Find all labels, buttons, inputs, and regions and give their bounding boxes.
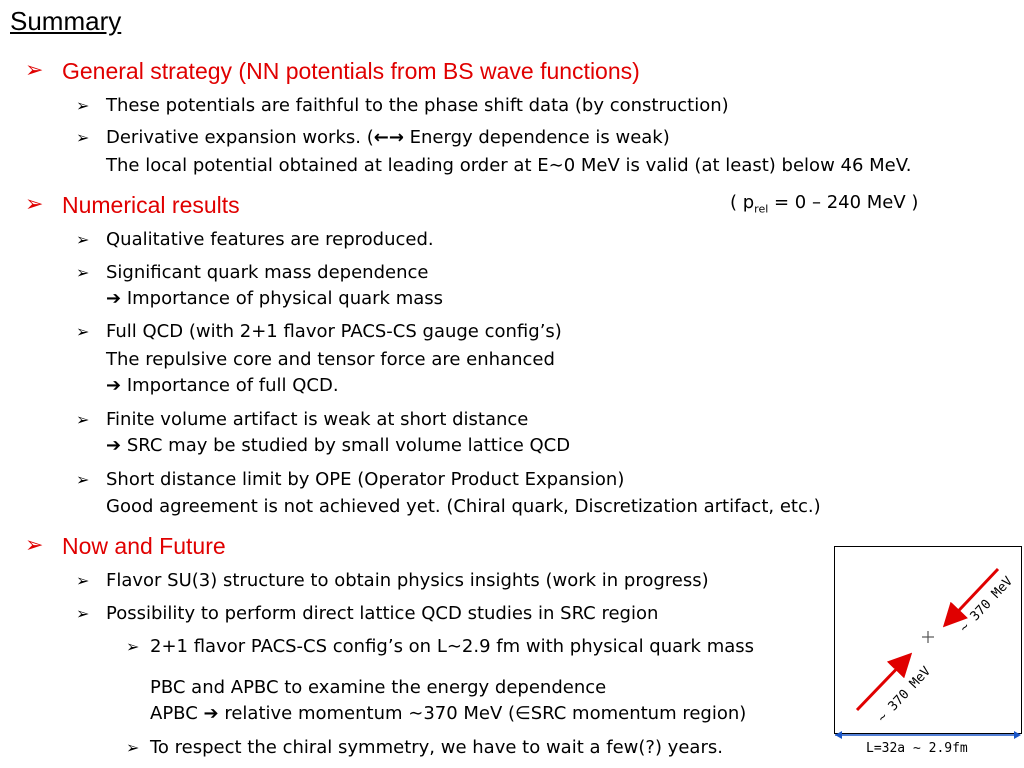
scale-arrowhead-right	[1014, 731, 1021, 739]
bullet-icon: ➢	[76, 410, 90, 429]
bullet-icon: ➢	[76, 322, 90, 341]
bullet-icon: ➢	[76, 263, 90, 282]
page-title: Summary	[10, 6, 122, 36]
lattice-box-svg	[835, 547, 1021, 733]
prel-prefix: ( p	[730, 192, 755, 213]
lattice-box-diagram	[834, 546, 1022, 734]
bullet-icon: ➢	[25, 58, 44, 83]
momentum-label-upper: ∼ 370 MeV	[956, 573, 1016, 636]
right-arrow-icon: ➔	[106, 435, 122, 456]
heading-numerical-results: Numerical results	[62, 192, 240, 218]
numerical-item-2b	[106, 288, 443, 309]
bullet-icon: ➢	[126, 738, 140, 757]
numerical-item-3c	[106, 375, 339, 396]
scale-arrowhead-left	[835, 731, 842, 739]
general-item-2-text: Derivative expansion works. (	[106, 127, 374, 148]
prel-subscript: rel	[754, 202, 769, 216]
heading-general-strategy: General strategy (NN potentials from BS wave functions)	[62, 58, 640, 84]
numerical-item-5b: Good agreement is not achieved yet. (Chiral quark, Discretization artifact, etc.)	[106, 496, 821, 517]
bullet-icon: ➢	[25, 533, 44, 558]
bullet-icon: ➢	[76, 96, 90, 115]
general-item-2	[106, 127, 670, 148]
future-subitem-1: 2+1 flavor PACS-CS config’s on L∼2.9 fm with physical quark mass	[150, 636, 755, 657]
bullet-icon: ➢	[126, 637, 140, 656]
bullet-icon: ➢	[76, 470, 90, 489]
momentum-range-note	[730, 192, 918, 216]
general-item-2-suffix: Energy dependence is weak)	[403, 127, 670, 148]
numerical-item-2: Significant quark mass dependence	[106, 262, 429, 283]
right-arrow-icon: ➔	[106, 288, 122, 309]
general-item-1: These potentials are faithful to the phase shift data (by construction)	[106, 95, 729, 116]
numerical-item-1: Qualitative features are reproduced.	[106, 229, 434, 250]
future-item-2: Possibility to perform direct lattice QCD studies in SRC region	[106, 603, 659, 624]
numerical-item-2b-text: Importance of physical quark mass	[126, 288, 444, 309]
double-arrow-icon: ←→	[373, 127, 404, 148]
numerical-item-4: Finite volume artifact is weak at short distance	[106, 409, 529, 430]
bullet-icon: ➢	[25, 192, 44, 217]
momentum-label-lower: ∼ 370 MeV	[874, 663, 934, 726]
future-subitem-2: To respect the chiral symmetry, we have to wait a few(?) years.	[150, 737, 723, 758]
numerical-item-3b: The repulsive core and tensor force are enhanced	[106, 349, 555, 370]
heading-now-and-future: Now and Future	[62, 533, 226, 559]
apbc-text: APBC	[150, 703, 198, 724]
future-item-1: Flavor SU(3) structure to obtain physics insights (work in progress)	[106, 570, 709, 591]
box-size-label: L=32a ∼ 2.9fm	[866, 741, 968, 756]
prel-suffix: = 0 – 240 MeV )	[768, 192, 919, 213]
apbc-momentum-text: relative momentum ∼370 MeV (∈SRC momentum region)	[218, 703, 747, 724]
numerical-item-5: Short distance limit by OPE (Operator Product Expansion)	[106, 469, 625, 490]
right-arrow-icon: ➔	[106, 375, 122, 396]
future-subitem-1c	[150, 703, 746, 724]
right-arrow-icon: ➔	[203, 703, 219, 724]
numerical-item-3: Full QCD (with 2+1 flavor PACS-CS gauge config’s)	[106, 321, 562, 342]
bullet-icon: ➢	[76, 230, 90, 249]
numerical-item-4b	[106, 435, 570, 456]
scale-arrow	[832, 729, 1024, 741]
bullet-icon: ➢	[76, 128, 90, 147]
general-item-3: The local potential obtained at leading order at E∼0 MeV is valid (at least) below 46 MeV.	[106, 155, 912, 176]
numerical-item-4b-text: SRC may be studied by small volume lattice QCD	[126, 435, 571, 456]
future-subitem-1b: PBC and APBC to examine the energy dependence	[150, 677, 607, 698]
bullet-icon: ➢	[76, 571, 90, 590]
numerical-item-3c-text: Importance of full QCD.	[126, 375, 339, 396]
bullet-icon: ➢	[76, 604, 90, 623]
